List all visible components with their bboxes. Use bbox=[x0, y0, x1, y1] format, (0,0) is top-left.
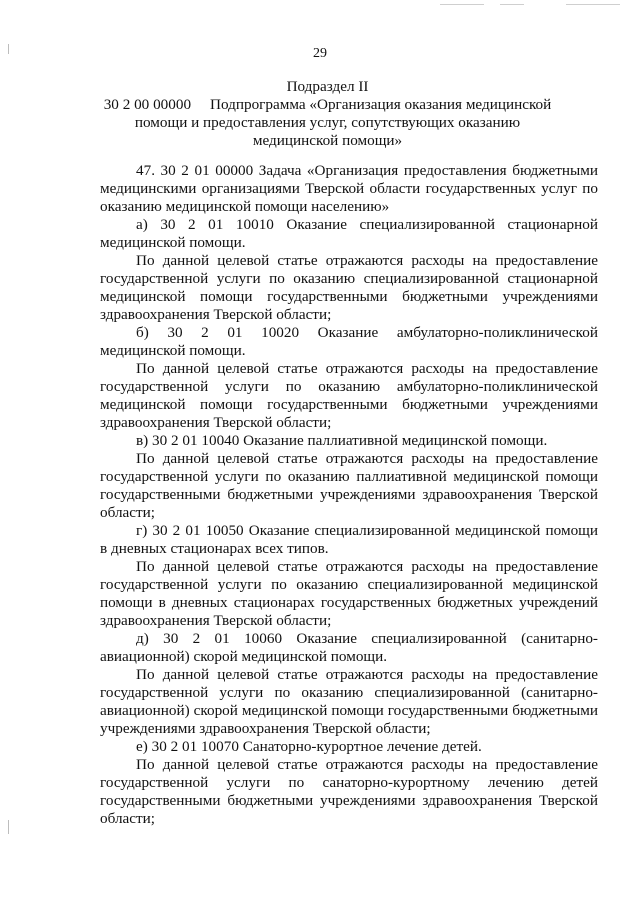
paragraph: По данной целевой статье отражаются расходы на предоставление государственной услуги по оказанию амбулаторно-поликлинической медицинской помощи государственными бюджетными учреждениями здравоохранения Тверской области; bbox=[100, 360, 598, 431]
program-title: 30 2 00 00000 Подпрограмма «Организация оказания медицинской помощи и предоставления услуг, сопутствующих оказанию медицинской помощи» bbox=[103, 96, 552, 149]
paragraph: По данной целевой статье отражаются расходы на предоставление государственной услуги по оказанию специализированной стационарной медицинской помощи государственными бюджетными учреждениями здравоохранения Тверской области; bbox=[100, 252, 598, 323]
paragraph: г) 30 2 01 10050 Оказание специализированной медицинской помощи в дневных стационарах всех типов. bbox=[100, 522, 598, 557]
paragraph: По данной целевой статье отражаются расходы на предоставление государственной услуги по оказанию специализированной медицинской помощи в дневных стационарах государственных бюджетных учреждений здравоохранения Тверской области; bbox=[100, 558, 598, 629]
paragraph: б) 30 2 01 10020 Оказание амбулаторно-поликлинической медицинской помощи. bbox=[100, 324, 598, 359]
scan-artifact-line bbox=[566, 4, 620, 5]
section-header bbox=[100, 78, 555, 150]
scan-edge-mark bbox=[8, 820, 9, 834]
paragraph: а) 30 2 01 10010 Оказание специализированной стационарной медицинской помощи. bbox=[100, 216, 598, 251]
paragraph: д) 30 2 01 10060 Оказание специализированной (санитарно-авиационной) скорой медицинской помощи. bbox=[100, 630, 598, 665]
scan-artifact-line bbox=[440, 4, 484, 5]
paragraph: в) 30 2 01 10040 Оказание паллиативной медицинской помощи. bbox=[136, 432, 548, 449]
scan-artifact-line bbox=[500, 4, 524, 5]
subsection-title: Подраздел II bbox=[286, 78, 369, 95]
paragraph: е) 30 2 01 10070 Санаторно-курортное лечение детей. bbox=[136, 738, 482, 755]
page-number: 29 bbox=[313, 46, 327, 61]
paragraph: По данной целевой статье отражаются расходы на предоставление государственной услуги по санаторно-курортному лечению детей государственными бюджетными учреждениями здравоохранения Тверской области; bbox=[100, 756, 598, 827]
paragraph: По данной целевой статье отражаются расходы на предоставление государственной услуги по оказанию паллиативной медицинской помощи государственными бюджетными учреждениями здравоохранения Тверской области; bbox=[100, 450, 598, 521]
document-body bbox=[100, 162, 598, 828]
paragraph: 47. 30 2 01 00000 Задача «Организация предоставления бюджетными медицинскими организациями Тверской области государственных услуг по оказанию медицинской помощи населению» bbox=[100, 162, 598, 215]
paragraph: По данной целевой статье отражаются расходы на предоставление государственной услуги по оказанию специализированной (санитарно-авиационной) скорой медицинской помощи государственными бюджетными учреждениями здравоохранения Тверской области; bbox=[100, 666, 598, 737]
